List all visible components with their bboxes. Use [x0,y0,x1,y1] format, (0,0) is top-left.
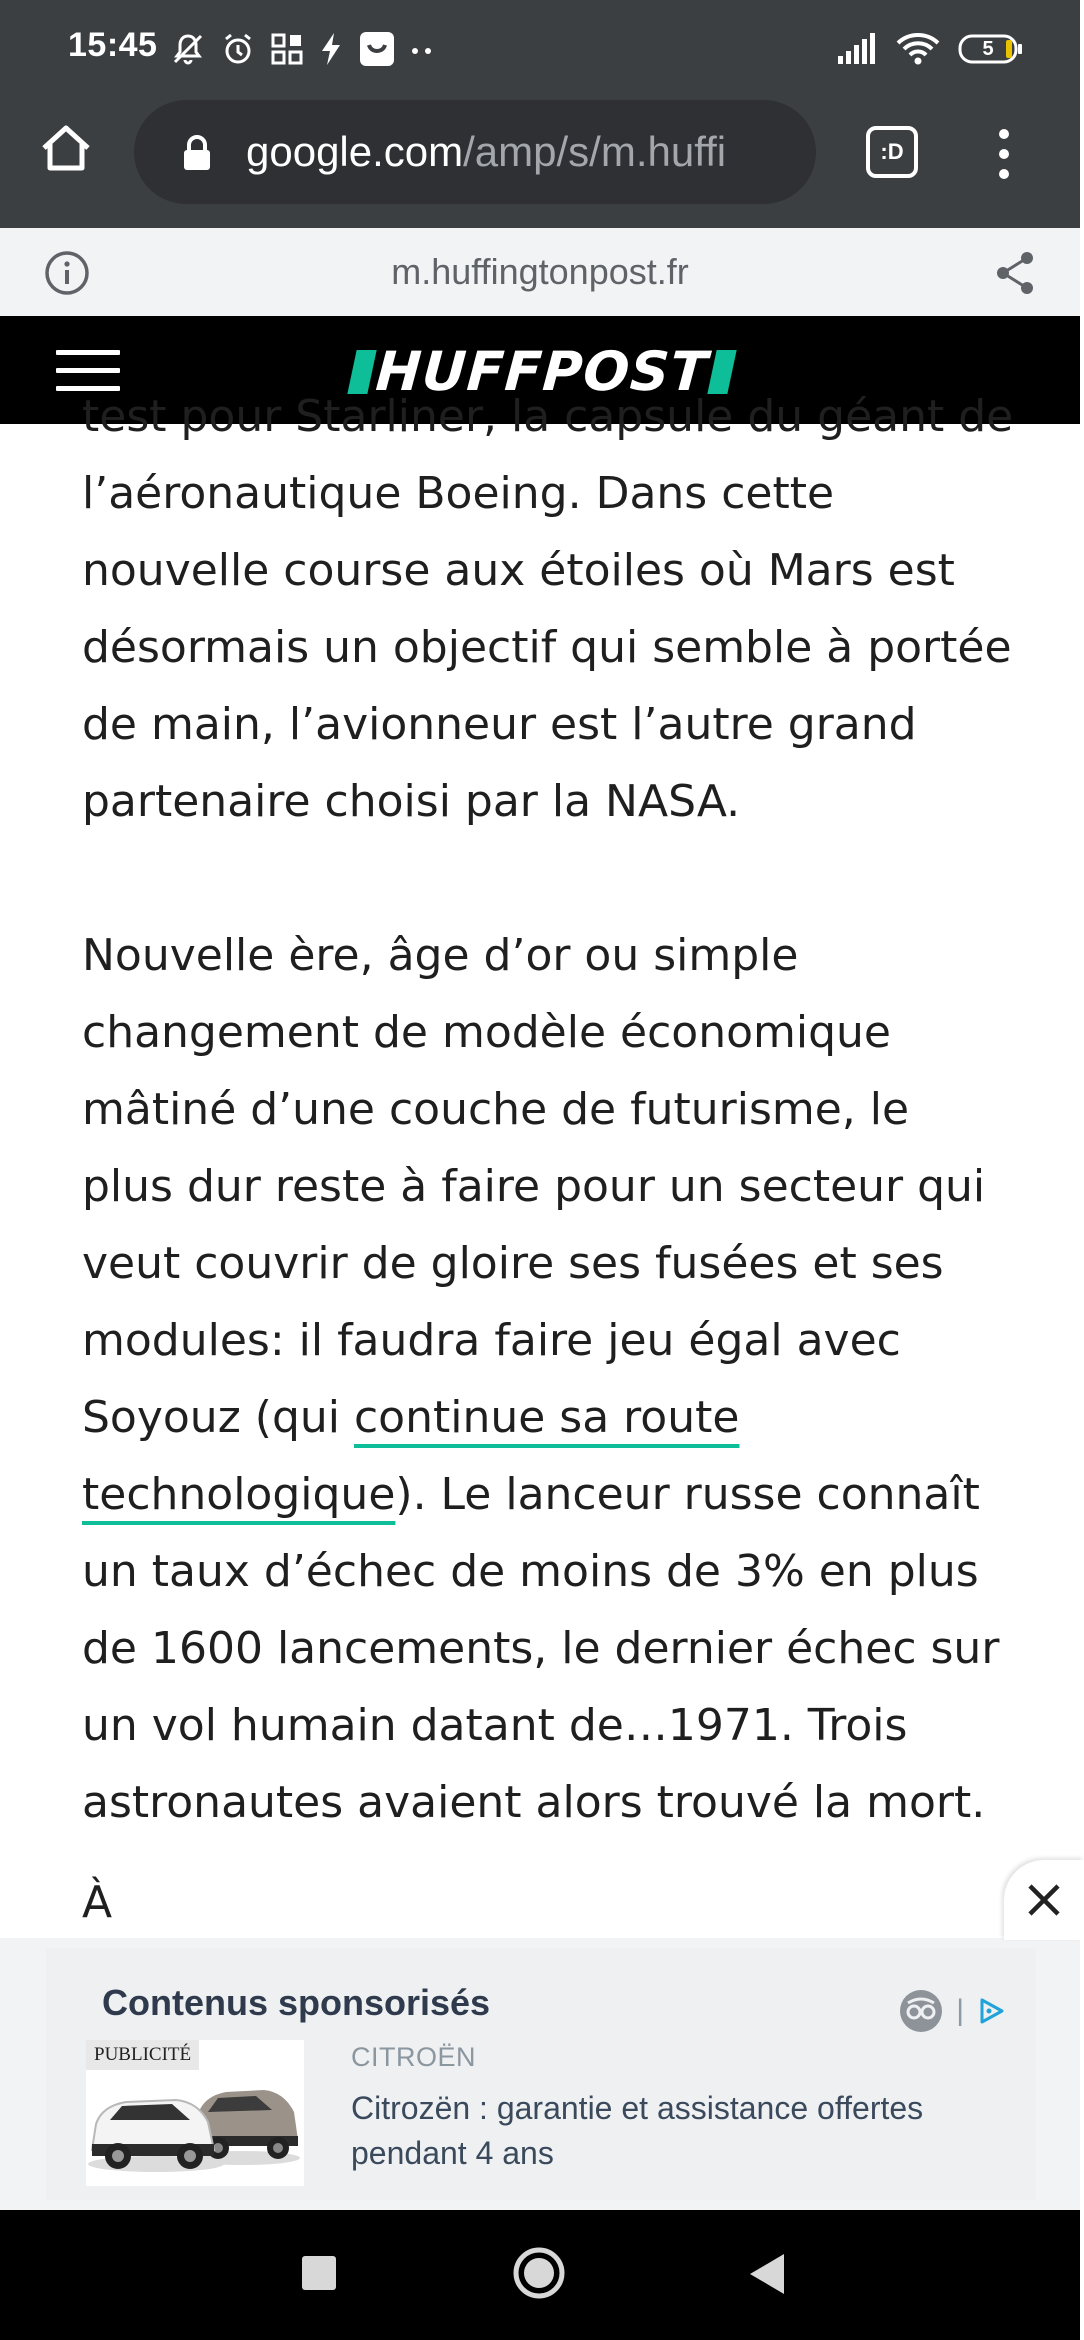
home-icon[interactable] [36,118,96,178]
lock-icon [182,134,212,172]
article-paragraph: l’aéronautique Boeing. Dans cette nouvelle course aux étoiles où Mars est désormais un objectif qui semble à portée de main, l’avionneur est l’autre grand partenaire choisi par la NASA. [82,468,1012,827]
ad-headline[interactable]: Citrozën : garantie et assistance offertes pendant 4 ans [351,2090,924,2171]
adchoices-icon[interactable] [976,1996,1006,2026]
outbrain-icon[interactable] [898,1988,944,2034]
article-link[interactable]: continue sa route technologique [82,1392,740,1520]
status-icons-right [836,28,1024,70]
home-nav-button[interactable] [512,2246,566,2300]
separator: | [956,1994,964,2027]
sponsored-card [46,1948,1036,2200]
sponsored-container [0,1938,1080,2210]
ad-thumbnail[interactable] [86,2040,304,2186]
battery-icon [958,34,1024,64]
article-paragraph [82,917,1012,1841]
status-bar [0,0,1080,96]
status-icons-left [170,28,434,70]
ad-provider-icons[interactable] [898,1988,1006,2034]
overflow-menu-icon[interactable] [984,124,1024,184]
logo-text: HUFFPOST [373,340,711,403]
app-notification-icon [358,30,396,68]
tab-switcher-button[interactable]: :D [866,126,918,178]
article-clipped-line: test pour Starliner, la capsule du géant de [82,391,1014,442]
close-icon [1026,1882,1062,1918]
url-host: google.com [246,128,464,175]
apps-icon [270,32,304,66]
system-navigation-bar [0,2210,1080,2340]
ad-badge: PUBLICITÉ [86,2040,199,2070]
signal-icon [836,32,878,66]
amp-info-bar [0,228,1080,317]
recents-button[interactable] [302,2256,336,2290]
battery-level: 5 [982,38,994,60]
paragraph-text: Nouvelle ère, âge d’or ou simple changement de modèle économique mâtiné d’une couche de futurisme, le plus dur reste à faire pour un secteur qui veut couvrir de gloire ses fusées et ses modules: il faudra faire jeu égal avec Soyouz (qui [82,930,986,1443]
more-dots-icon [410,31,434,67]
article-body [82,391,1014,1940]
url-path: /amp/s/m.huffi [463,128,727,175]
wifi-icon [896,32,940,66]
url-text[interactable] [246,126,726,178]
notifications-muted-icon [170,31,206,67]
close-ad-button[interactable] [1004,1860,1084,1940]
back-nav-button[interactable] [744,2250,790,2298]
amp-domain[interactable]: m.huffingtonpost.fr [391,251,689,292]
charging-bolt-icon [318,31,344,67]
address-bar[interactable] [134,100,816,204]
status-time: 15:45 [68,26,158,64]
article-next-paragraph: À [82,1877,113,1928]
share-icon[interactable] [994,250,1036,296]
sponsored-title: Contenus sponsorisés [102,1982,491,2023]
ad-source[interactable]: CITROËN [351,2042,476,2072]
paragraph-text: ). Le lanceur russe connaît un taux d’échec de moins de 3% en plus de 1600 lancements, le dernier échec sur un vol humain datant de…1971. Trois astronautes avaient alors trouvé la mort. [82,1469,1000,1828]
alarm-icon [220,31,256,67]
